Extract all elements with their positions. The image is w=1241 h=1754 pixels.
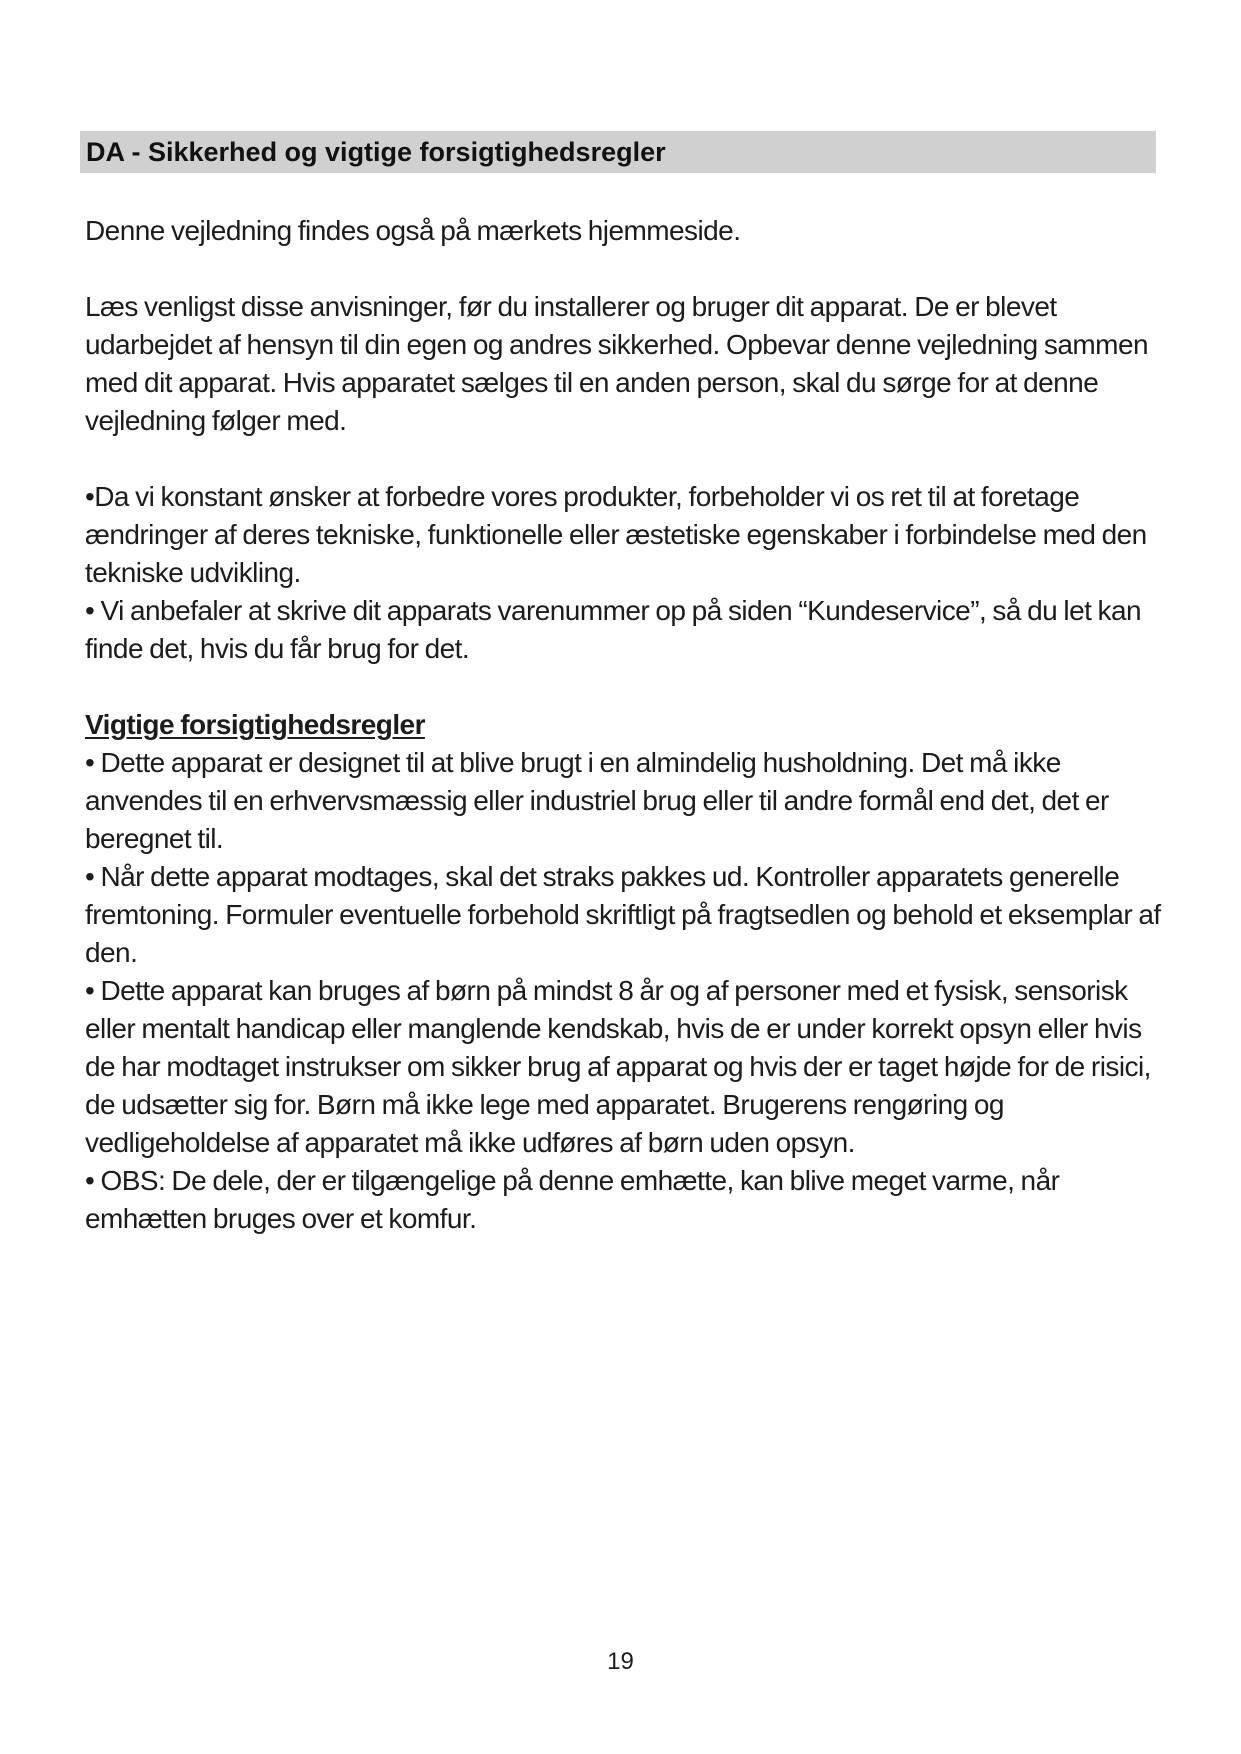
precaution-hot-parts: • OBS: De dele, der er tilgængelige på denne emhætte, kan blive meget varme, når emhætten bruges over et komfur. <box>85 1165 1060 1234</box>
document-body <box>85 212 1175 1238</box>
precaution-household-use: • Dette apparat er designet til at blive brugt i en almindelig husholdning. Det må ikke anvendes til en erhvervsmæssig eller industriel brug eller til andre formål end det, det er beregnet til. <box>85 747 1109 854</box>
spacer <box>85 440 1175 478</box>
spacer <box>85 668 1175 706</box>
section-header: DA - Sikkerhed og vigtige forsigtighedsregler <box>80 131 1156 173</box>
read-instructions-paragraph: Læs venligst disse anvisninger, før du installerer og bruger dit apparat. De er blevet udarbejdet af hensyn til din egen og andres sikkerhed. Opbevar denne vejledning sammen med dit apparat. Hvis apparatet sælges til en anden person, skal du sørge for at denne vejledning følger med. <box>85 291 1148 436</box>
precautions-heading: Vigtige forsigtighedsregler <box>85 709 425 740</box>
website-note: Denne vejledning findes også på mærkets hjemmeside. <box>85 215 741 246</box>
page-number: 19 <box>607 1648 634 1675</box>
precaution-unpacking: • Når dette apparat modtages, skal det straks pakkes ud. Kontroller apparatets generelle fremtoning. Formuler eventuelle forbehold skriftligt på fragtsedlen og behold et eksemplar af den. <box>85 861 1161 968</box>
precaution-children: • Dette apparat kan bruges af børn på mindst 8 år og af personer med et fysisk, sensorisk eller mentalt handicap eller manglende kendskab, hvis de er under korrekt opsyn eller hvis de har modtaget instrukser om sikker brug af apparat og hvis der er taget højde for de risici, de udsætter sig for. Børn må ikke lege med apparatet. Brugerens rengøring og vedligeholdelse af apparatet må ikke udføres af børn uden opsyn. <box>85 975 1151 1158</box>
note-item-number: • Vi anbefaler at skrive dit apparats varenummer op på siden “Kundeservice”, så du let kan finde det, hvis du får brug for det. <box>85 595 1142 664</box>
note-product-improvement: •Da vi konstant ønsker at forbedre vores produkter, forbeholder vi os ret til at foretage ændringer af deres tekniske, funktionelle eller æstetiske egenskaber i forbindelse med den tekniske udvikling. <box>85 481 1147 588</box>
spacer <box>85 250 1175 288</box>
